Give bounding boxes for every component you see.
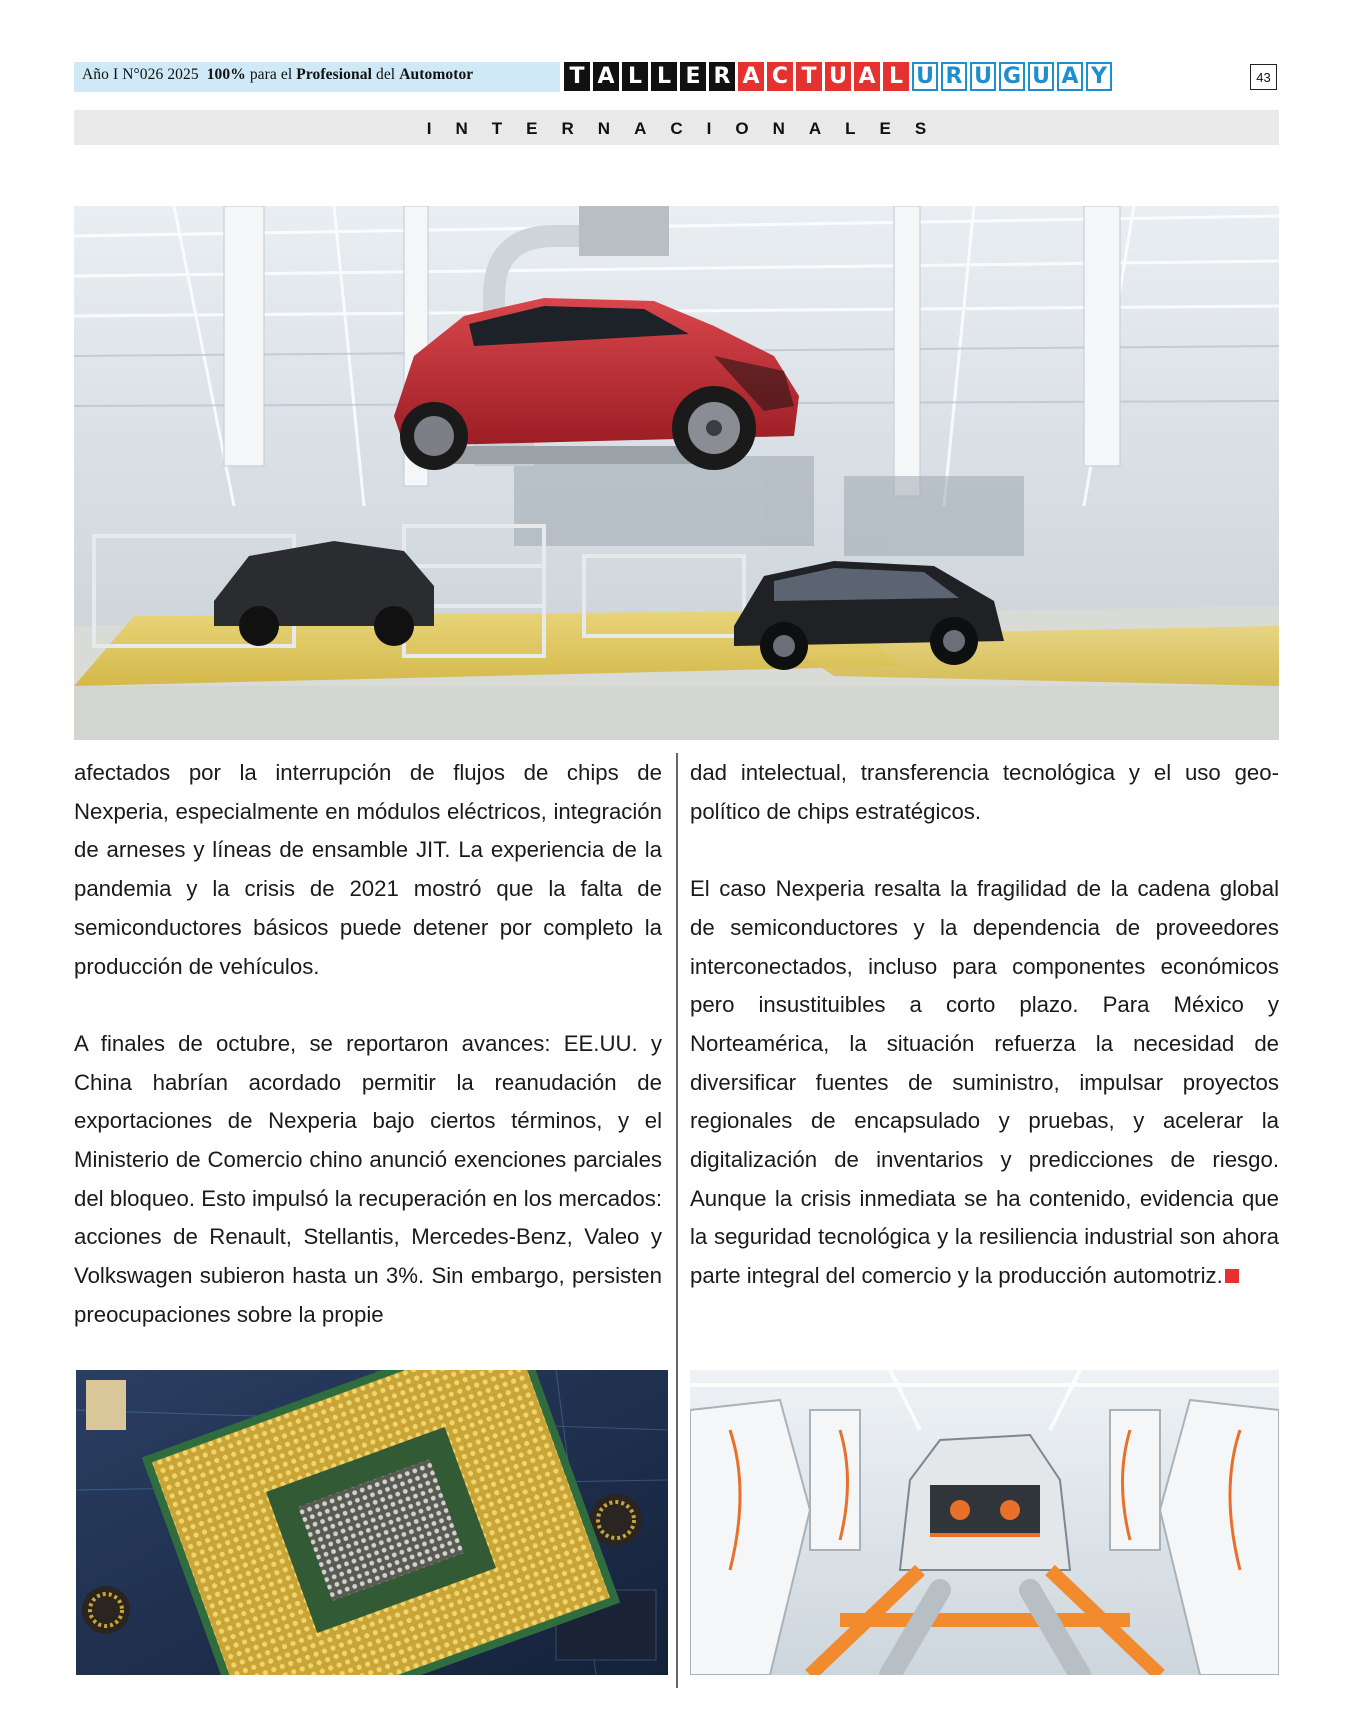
article-column-left xyxy=(74,754,662,1335)
cpu-chip-photo xyxy=(76,1370,668,1675)
section-title: INTERNACIONALES xyxy=(426,119,951,138)
end-mark-icon xyxy=(1225,1269,1239,1283)
article-paragraph: afectados por la interrupción de flujos de chips de Nexperia, especialmente en módulos eléctricos, integración de arneses y líneas de ensamble JIT. La experiencia de la pandemia y la crisis de 2021 mostró que la falta de semiconductores básicos puede detener por completo la producción de vehículos. xyxy=(74,760,662,979)
article-paragraph: dad intelectual, transferencia tecnológica y el uso geopolítico de chips estratégicos. xyxy=(690,760,1279,824)
brand-logo: T A L L E R A C T U A L U R U G U A Y xyxy=(564,62,1112,93)
article-column-right xyxy=(690,754,1279,1296)
column-divider xyxy=(676,753,678,1688)
page-number: 43 xyxy=(1250,64,1277,90)
issue-info: Año I N°026 2025 xyxy=(82,66,199,83)
issue-tagline: Año I N°026 2025 100% para el Profesional del Automotor xyxy=(82,66,474,83)
section-header xyxy=(74,110,1279,145)
factory-photo xyxy=(74,206,1279,740)
article-paragraph: El caso Nexperia resalta la fragilidad de la cadena global de semiconductores y la dependencia de proveedores interconectados, incluso para componentes económicos pero insustituibles a corto plazo. Para México y Norteamérica, la situación refuerza la necesidad de diversificar fuentes de suministro, impulsar proyectos regionales de encapsulado y pruebas, y acelerar la digitalización de inventarios y predicciones de riesgo. Aunque la crisis inmediata se ha contenido, evidencia que la seguridad tecnológica y la resiliencia industrial son ahora parte integral del comercio y la producción automotriz. xyxy=(690,876,1279,1289)
assembly-line-photo xyxy=(690,1370,1279,1675)
article-paragraph: A finales de octubre, se reportaron avances: EE.UU. y China habrían acordado permitir la reanudación de exportaciones de Nexperia bajo ciertos términos, y el Ministerio de Comercio chino anunció exenciones parciales del bloqueo. Esto impulsó la recuperación en los mercados: acciones de Renault, Stellantis, Mercedes-Benz, Valeo y Volkswagen subieron hasta un 3%. Sin embargo, persisten preocupaciones sobre la propie xyxy=(74,1030,662,1327)
